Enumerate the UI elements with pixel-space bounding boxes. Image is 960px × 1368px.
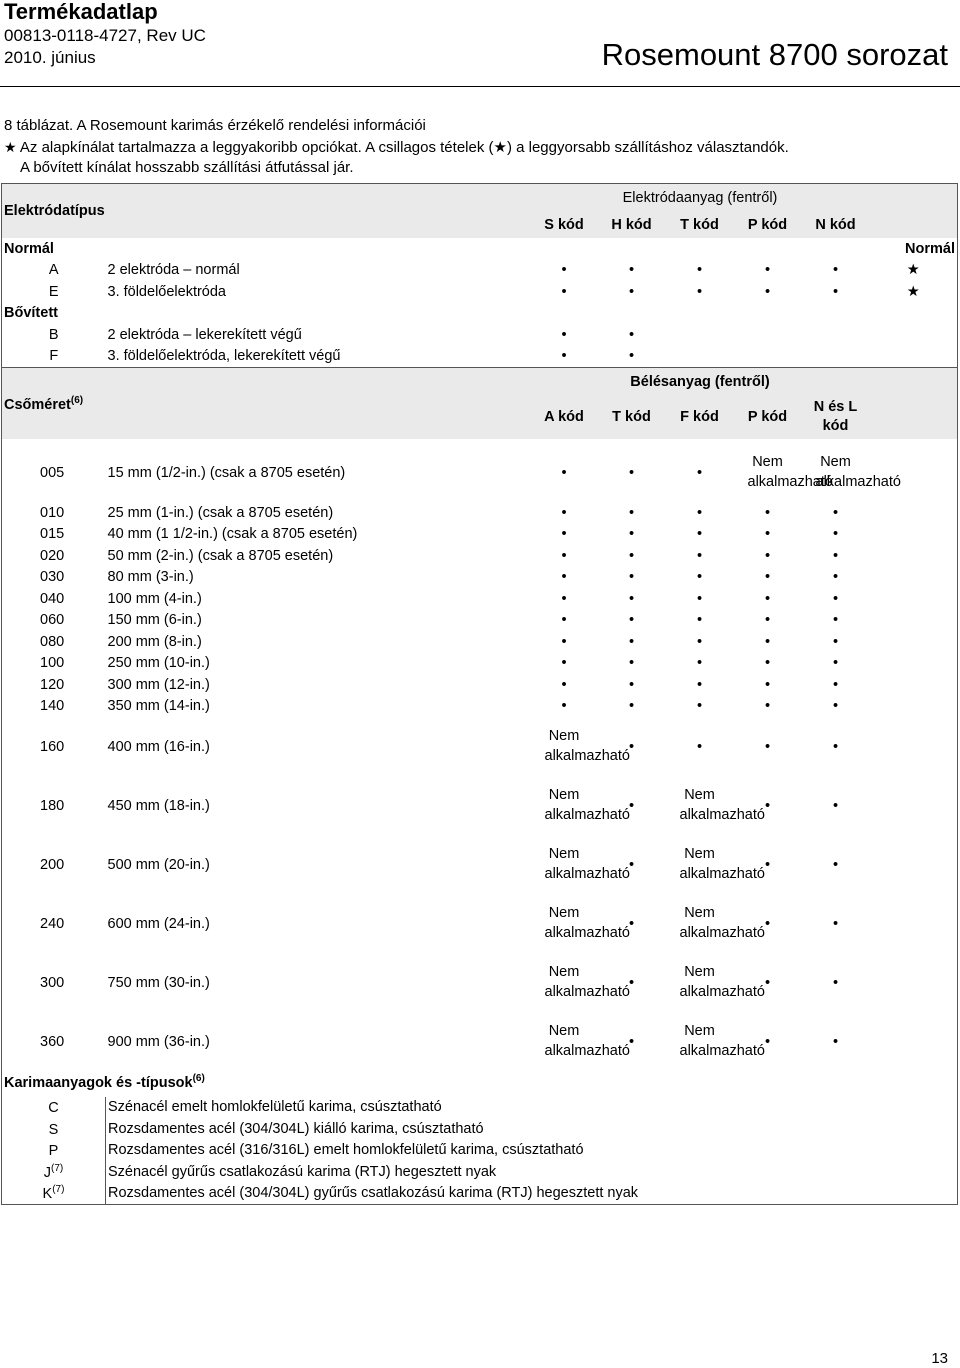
liner-code-header: P kód [734, 395, 802, 439]
availability-mark: • [628, 590, 635, 607]
normal-section-label: Normál [2, 238, 870, 260]
availability-mark: • [832, 569, 839, 586]
document-number: 00813-0118-4727, Rev UC [4, 26, 206, 45]
flange-desc: Szénacél emelt homlokfelületű karima, csúsztatható [106, 1097, 870, 1119]
flange-code-text: S [48, 1121, 59, 1138]
header-filler [870, 184, 958, 239]
availability-mark: • [832, 612, 839, 629]
availability-mark: • [764, 569, 771, 586]
availability-mark: • [628, 1033, 635, 1050]
electrode-row [2, 281, 958, 303]
availability-mark: • [561, 633, 567, 650]
flange-code [2, 1140, 106, 1162]
availability-mark: • [696, 262, 703, 279]
size-row [2, 696, 958, 718]
row-filler [870, 1071, 958, 1093]
flange-header-row [2, 1071, 958, 1093]
availability-mark: • [628, 915, 635, 932]
size-row [2, 894, 958, 953]
liner-material-header: Bélésanyag (fentről) [531, 368, 870, 396]
size-desc: 900 mm (36-in.) [107, 1033, 210, 1050]
availability-mark: • [832, 526, 839, 543]
row-filler [870, 1012, 958, 1071]
size-row [2, 631, 958, 653]
flange-row [2, 1161, 958, 1183]
availability-mark: • [628, 504, 635, 521]
star-icon [870, 324, 958, 346]
availability-mark: • [561, 698, 567, 715]
availability-mark [734, 346, 802, 368]
size-code: 060 [2, 610, 106, 632]
flange-code-text: J [43, 1164, 51, 1181]
availability-mark: • [628, 612, 635, 629]
availability-mark [666, 346, 734, 368]
electrode-code-header: S kód [531, 211, 598, 238]
electrode-code: F [2, 346, 106, 368]
size-desc: 350 mm (14-in.) [107, 698, 210, 715]
size-row [2, 443, 958, 502]
row-filler [870, 674, 958, 696]
availability-mark: • [764, 698, 771, 715]
row-filler [870, 835, 958, 894]
size-desc: 80 mm (3-in.) [107, 569, 194, 586]
flange-code-footnote: (7) [51, 1162, 64, 1174]
star-icon: ★ [870, 260, 958, 282]
size-desc: 100 mm (4-in.) [107, 590, 202, 607]
size-desc: 25 mm (1-in.) (csak a 8705 esetén) [107, 504, 334, 521]
availability-mark: • [628, 676, 635, 693]
flange-header-text: Karimaanyagok és -típusok [4, 1074, 193, 1091]
electrode-code-header: H kód [598, 211, 666, 238]
size-code: 030 [2, 567, 106, 589]
availability-mark: • [561, 569, 567, 586]
row-filler [870, 1097, 958, 1119]
size-code: 180 [2, 776, 106, 835]
liner-code-header: N és L kód [802, 395, 870, 439]
electrode-code-header: P kód [734, 211, 802, 238]
availability-mark: • [561, 547, 567, 564]
electrode-row [2, 324, 958, 346]
extended-section-right [870, 303, 958, 325]
page-number: 13 [931, 1350, 948, 1367]
availability-mark [802, 346, 870, 368]
size-code: 015 [2, 524, 106, 546]
electrode-material-header: Elektródaanyag (fentről) [531, 184, 870, 212]
flange-code-text: K [42, 1186, 53, 1203]
availability-mark: • [696, 569, 703, 586]
electrode-row [2, 346, 958, 368]
availability-mark: • [764, 915, 771, 932]
star-icon [870, 346, 958, 368]
row-filler [870, 1140, 958, 1162]
availability-mark: • [561, 348, 567, 365]
size-code: 240 [2, 894, 106, 953]
electrode-desc: 3. földelőelektróda [107, 283, 226, 300]
electrode-desc: 3. földelőelektróda, lekerekített végű [107, 348, 341, 365]
availability-mark: • [628, 698, 635, 715]
flange-desc: Rozsdamentes acél (304/304L) gyűrűs csatlakozású karima (RTJ) hegesztett nyak [106, 1183, 870, 1205]
size-desc: 750 mm (30-in.) [107, 974, 210, 991]
availability-mark: • [628, 974, 635, 991]
size-row [2, 545, 958, 567]
availability-mark: • [628, 547, 635, 564]
flange-code [2, 1118, 106, 1140]
document-date: 2010. június [4, 48, 96, 67]
availability-mark: • [561, 283, 567, 300]
electrode-desc: 2 elektróda – normál [107, 262, 240, 279]
flange-desc: Rozsdamentes acél (304/304L) kiálló karima, csúsztatható [106, 1118, 870, 1140]
star-note-text: Az alapkínálat tartalmazza a leggyakoribb opciókat. A csillagos tételek (★) a leggyorsabb szállításhoz választandók. [19, 139, 789, 156]
availability-mark: • [764, 504, 771, 521]
availability-mark: • [696, 283, 703, 300]
availability-mark: • [764, 283, 771, 300]
size-code: 080 [2, 631, 106, 653]
electrode-desc: 2 elektróda – lekerekített végű [107, 326, 302, 343]
row-filler [870, 1183, 958, 1205]
row-filler [870, 776, 958, 835]
availability-mark: • [832, 974, 839, 991]
size-desc: 300 mm (12-in.) [107, 676, 210, 693]
row-filler [870, 567, 958, 589]
availability-mark: • [832, 856, 839, 873]
availability-mark: • [628, 738, 635, 755]
size-code: 040 [2, 588, 106, 610]
flange-code-text: C [48, 1100, 59, 1117]
size-desc: 50 mm (2-in.) (csak a 8705 esetén) [107, 547, 334, 564]
availability-mark: • [696, 526, 703, 543]
size-row [2, 524, 958, 546]
electrode-code-header: T kód [666, 211, 734, 238]
flange-code [2, 1161, 106, 1183]
size-row [2, 588, 958, 610]
not-applicable-label: Nem alkalmazható [747, 454, 833, 490]
flange-header-footnote: (6) [192, 1072, 205, 1084]
availability-mark: • [764, 655, 771, 672]
electrode-row [2, 260, 958, 282]
size-header-row [2, 368, 958, 396]
not-applicable-label: Nem alkalmazható [815, 454, 901, 490]
row-filler [870, 588, 958, 610]
flange-row [2, 1118, 958, 1140]
availability-mark: • [696, 698, 703, 715]
product-series-title: Rosemount 8700 sorozat [601, 37, 948, 72]
row-filler [870, 631, 958, 653]
size-row [2, 776, 958, 835]
flange-code-footnote: (7) [52, 1184, 65, 1196]
row-filler [870, 696, 958, 718]
size-header [2, 368, 531, 440]
size-code: 005 [2, 443, 106, 502]
not-applicable-label: Nem alkalmazható [544, 964, 630, 1000]
availability-mark [666, 324, 734, 346]
header-filler [870, 368, 958, 440]
availability-mark: • [764, 547, 771, 564]
size-row [2, 502, 958, 524]
availability-mark: • [832, 698, 839, 715]
star-note [4, 137, 789, 158]
row-filler [870, 502, 958, 524]
size-row [2, 567, 958, 589]
availability-mark: • [696, 612, 703, 629]
size-code: 140 [2, 696, 106, 718]
availability-mark: • [561, 464, 567, 481]
availability-mark: • [561, 655, 567, 672]
availability-mark: • [832, 1033, 839, 1050]
size-header-text: Csőméret [4, 396, 71, 413]
availability-mark: • [832, 655, 839, 672]
flange-desc: Szénacél gyűrűs csatlakozású karima (RTJ) hegesztett nyak [106, 1161, 870, 1183]
row-filler [870, 953, 958, 1012]
not-applicable-label: Nem alkalmazható [679, 905, 765, 941]
availability-mark: • [628, 569, 635, 586]
not-applicable-label: Nem alkalmazható [679, 964, 765, 1000]
flange-row [2, 1183, 958, 1205]
size-row [2, 674, 958, 696]
size-desc: 600 mm (24-in.) [107, 915, 210, 932]
flange-row [2, 1097, 958, 1119]
availability-mark: • [764, 526, 771, 543]
availability-mark: • [764, 738, 771, 755]
size-code: 100 [2, 653, 106, 675]
size-row [2, 835, 958, 894]
size-code: 200 [2, 835, 106, 894]
availability-mark: • [628, 526, 635, 543]
electrode-code: E [2, 281, 106, 303]
availability-mark: • [561, 590, 567, 607]
not-applicable-label: Nem alkalmazható [679, 846, 765, 882]
availability-mark: • [764, 262, 771, 279]
availability-mark: • [764, 797, 771, 814]
availability-mark: • [696, 676, 703, 693]
availability-mark: • [832, 590, 839, 607]
availability-mark: • [832, 738, 839, 755]
size-desc: 150 mm (6-in.) [107, 612, 202, 629]
electrode-code: B [2, 324, 106, 346]
electrode-code-header: N kód [802, 211, 870, 238]
availability-mark: • [832, 262, 839, 279]
not-applicable-label: Nem alkalmazható [544, 846, 630, 882]
availability-mark: • [561, 262, 567, 279]
size-code: 300 [2, 953, 106, 1012]
size-row [2, 717, 958, 776]
availability-mark: • [764, 612, 771, 629]
availability-mark: • [696, 738, 703, 755]
availability-mark: • [696, 464, 703, 481]
row-filler [870, 1161, 958, 1183]
availability-mark: • [628, 655, 635, 672]
availability-mark: • [832, 504, 839, 521]
star-icon: ★ [4, 139, 17, 155]
size-header-footnote: (6) [70, 394, 84, 406]
normal-section-right: Normál [870, 238, 958, 260]
availability-mark: • [832, 676, 839, 693]
electrode-type-header: Elektródatípus [2, 184, 531, 239]
availability-mark: • [696, 633, 703, 650]
availability-mark: • [628, 856, 635, 873]
availability-mark: • [561, 612, 567, 629]
availability-mark: • [696, 590, 703, 607]
not-applicable-label: Nem alkalmazható [544, 728, 630, 764]
row-filler [870, 1118, 958, 1140]
availability-mark: • [561, 326, 567, 343]
size-code: 120 [2, 674, 106, 696]
size-desc: 500 mm (20-in.) [107, 856, 210, 873]
availability-mark: • [561, 504, 567, 521]
availability-mark: • [832, 283, 839, 300]
size-desc: 250 mm (10-in.) [107, 655, 210, 672]
availability-mark: • [628, 283, 635, 300]
electrode-code: A [2, 260, 106, 282]
availability-mark: • [696, 547, 703, 564]
availability-mark: • [628, 633, 635, 650]
extended-section-label: Bővített [2, 303, 870, 325]
availability-mark: • [628, 326, 635, 343]
liner-code-header: F kód [666, 395, 734, 439]
extended-section [2, 303, 958, 325]
availability-mark: • [764, 974, 771, 991]
availability-mark: • [628, 464, 635, 481]
availability-mark: • [764, 1033, 771, 1050]
availability-mark: • [832, 797, 839, 814]
size-row [2, 953, 958, 1012]
star-icon: ★ [870, 281, 958, 303]
availability-mark: • [561, 676, 567, 693]
size-desc: 40 mm (1 1/2-in.) (csak a 8705 esetén) [107, 526, 358, 543]
liner-code-header: A kód [531, 395, 598, 439]
availability-mark: • [696, 504, 703, 521]
not-applicable-label: Nem alkalmazható [544, 905, 630, 941]
header-divider [0, 86, 960, 87]
flange-code [2, 1097, 106, 1119]
size-desc: 200 mm (8-in.) [107, 633, 202, 650]
availability-mark: • [764, 676, 771, 693]
availability-mark: • [696, 655, 703, 672]
availability-mark: • [764, 590, 771, 607]
size-code: 020 [2, 545, 106, 567]
size-desc: 15 mm (1/2-in.) (csak a 8705 esetén) [107, 464, 346, 481]
flange-code-text: P [48, 1143, 59, 1160]
not-applicable-label: Nem alkalmazható [679, 1023, 765, 1059]
size-row [2, 1012, 958, 1071]
table-caption: 8 táblázat. A Rosemount karimás érzékelő rendelési információi [4, 117, 426, 134]
availability-mark: • [832, 633, 839, 650]
ordering-table [1, 183, 958, 1205]
not-applicable-label: Nem alkalmazható [679, 787, 765, 823]
availability-mark: • [628, 262, 635, 279]
size-row [2, 610, 958, 632]
electrode-header-row [2, 184, 958, 212]
flange-row [2, 1140, 958, 1162]
extended-note: A bővített kínálat hosszabb szállítási átfutással jár. [20, 159, 354, 176]
row-filler [870, 653, 958, 675]
not-applicable-label: Nem alkalmazható [544, 1023, 630, 1059]
availability-mark: • [764, 856, 771, 873]
row-filler [870, 610, 958, 632]
size-row [2, 653, 958, 675]
size-code: 010 [2, 502, 106, 524]
flange-header [2, 1071, 870, 1093]
row-filler [870, 717, 958, 776]
normal-section [2, 238, 958, 260]
availability-mark [802, 324, 870, 346]
availability-mark: • [561, 526, 567, 543]
size-desc: 450 mm (18-in.) [107, 797, 210, 814]
not-applicable-label: Nem alkalmazható [544, 787, 630, 823]
size-code: 160 [2, 717, 106, 776]
flange-desc: Rozsdamentes acél (316/316L) emelt homlokfelületű karima, csúsztatható [106, 1140, 870, 1162]
availability-mark [734, 324, 802, 346]
size-code: 360 [2, 1012, 106, 1071]
availability-mark: • [628, 797, 635, 814]
row-filler [870, 524, 958, 546]
availability-mark: • [832, 547, 839, 564]
flange-code [2, 1183, 106, 1205]
row-filler [870, 894, 958, 953]
availability-mark: • [628, 348, 635, 365]
size-desc: 400 mm (16-in.) [107, 738, 210, 755]
document-type-title: Termékadatlap [4, 0, 158, 24]
availability-mark: • [764, 633, 771, 650]
liner-code-header: T kód [598, 395, 666, 439]
row-filler [870, 545, 958, 567]
availability-mark: • [832, 915, 839, 932]
